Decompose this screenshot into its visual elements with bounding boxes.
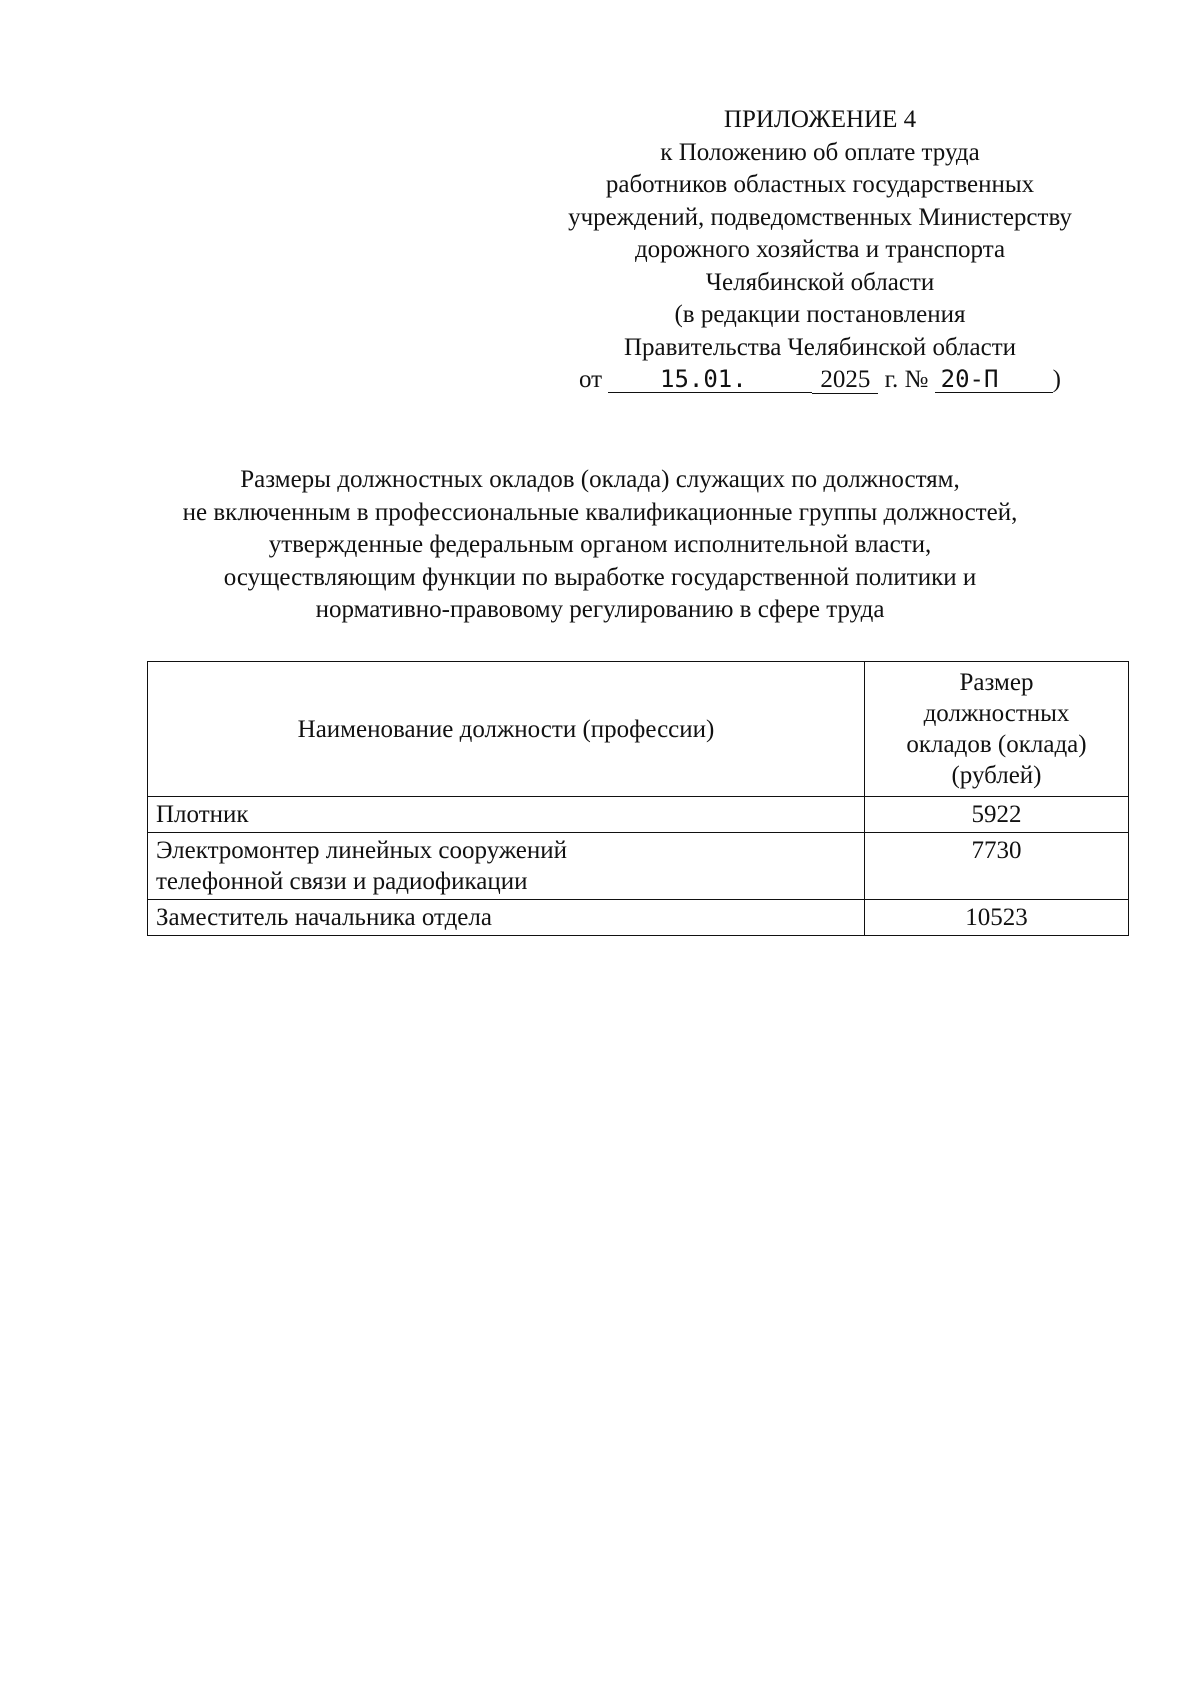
header-line: Размер xyxy=(959,669,1034,696)
appendix-line: работников областных государственных xyxy=(605,171,1035,198)
position-name-line: Заместитель начальника отдела xyxy=(156,904,492,931)
header-salary-size xyxy=(865,662,1129,797)
salary-table xyxy=(147,661,1129,936)
position-name-line: телефонной связи и радиофикации xyxy=(156,868,528,895)
appendix-line: к Положению об оплате труда xyxy=(660,138,980,166)
heading-line: Размеры должностных окладов (оклада) служащих по должностям, xyxy=(240,466,960,493)
edition-line xyxy=(480,364,1160,397)
appendix-line: дорожного хозяйства и транспорта xyxy=(634,236,1006,263)
header-line: (рублей) xyxy=(951,762,1042,789)
appendix-line: Правительства Челябинской области xyxy=(623,333,1017,361)
table-row xyxy=(148,900,1129,936)
position-name xyxy=(148,833,865,900)
heading-line: утвержденные федеральным органом исполнительной власти, xyxy=(268,531,932,558)
appendix-title: ПРИЛОЖЕНИЕ 4 xyxy=(723,106,917,133)
appendix-line: Челябинской области xyxy=(705,268,935,296)
document-heading xyxy=(120,464,1080,627)
edition-prefix: от xyxy=(579,366,603,393)
appendix-line: (в редакции постановления xyxy=(674,301,966,328)
heading-line: нормативно-правовому регулированию в сфере труда xyxy=(315,596,885,623)
salary-value: 7730 xyxy=(865,833,1129,900)
salary-value: 5922 xyxy=(865,797,1129,833)
position-name-line: Электромонтер линейных сооружений xyxy=(156,837,568,864)
table-header-row xyxy=(148,662,1129,797)
edition-date: 15.01. xyxy=(608,366,812,393)
header-position-name: Наименование должности (профессии) xyxy=(148,662,865,797)
edition-year: 2025 xyxy=(812,367,878,394)
appendix-block xyxy=(480,104,1160,397)
edition-close: ) xyxy=(1052,366,1061,393)
heading-line: осуществляющим функции по выработке государственной политики и xyxy=(223,563,977,591)
table-row xyxy=(148,797,1129,833)
appendix-line: учреждений, подведомственных Министерству xyxy=(568,203,1072,231)
edition-number: 20-П xyxy=(935,366,1053,393)
position-name-line: Плотник xyxy=(156,801,249,828)
position-name xyxy=(148,797,865,833)
header-line: должностных xyxy=(923,700,1070,727)
table-row xyxy=(148,833,1129,900)
position-name xyxy=(148,900,865,936)
edition-number-label: г. № xyxy=(884,366,929,393)
salary-value: 10523 xyxy=(865,900,1129,936)
header-line: окладов (оклада) xyxy=(906,731,1087,758)
heading-line: не включенным в профессиональные квалификационные группы должностей, xyxy=(182,498,1018,526)
